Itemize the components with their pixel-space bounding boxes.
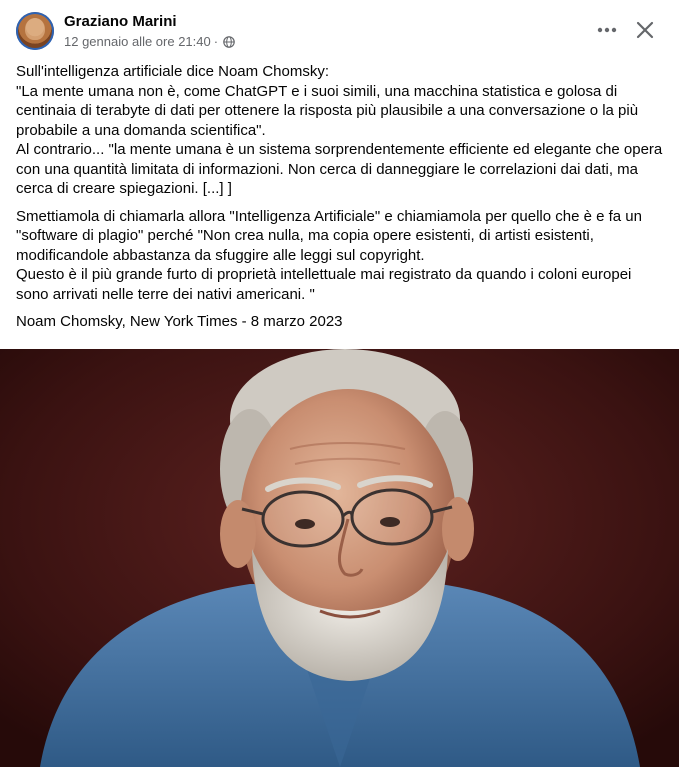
post-paragraph: Sull'intelligenza artificiale dice Noam Chomsky: "La mente umana non è, come ChatGPT e i suoi simili, una macchina statistica e golosa di centinaia di terabyte di dati per ottenere la risposta più plausibile a una conversazione o la più probabile a una domanda scientifica". Al contrario... "la mente umana è un sistema sorprendentemente efficiente ed elegante che opera con una quantità limitata di informazioni. Non cerca di danneggiare le correlazioni dai dati, ma cerca di creare spiegazioni. [...] ] (16, 63, 663, 197)
post-photo[interactable] (0, 349, 679, 767)
author-avatar[interactable] (16, 12, 54, 50)
more-options-icon (597, 27, 617, 33)
close-icon (636, 21, 654, 39)
globe-icon[interactable] (223, 36, 235, 48)
post-header (16, 12, 663, 52)
more-options-button[interactable] (591, 16, 623, 44)
meta-separator: · (213, 34, 219, 49)
post-timestamp[interactable]: 12 gennaio alle ore 21:40 (64, 34, 211, 49)
post-text (16, 62, 666, 340)
post-paragraph: Smettiamola di chiamarla allora "Intelligenza Artificiale" e chiamiamola per quello che è e fa un "software di plagio" perché "Non crea nulla, ma copia opere esistenti, di artisti esistenti, modificandole abbastanza da sfuggire alle leggi sul copyright. Questo è il più grande furto di proprietà intellettuale mai registrato da quando i coloni europei sono arrivati nelle terre dei nativi americani. " (16, 207, 642, 303)
close-button[interactable] (629, 14, 661, 46)
portrait-illustration (0, 349, 679, 767)
post-meta (64, 34, 235, 49)
post-paragraph: Noam Chomsky, New York Times - 8 marzo 2023 (16, 313, 343, 330)
author-name[interactable]: Graziano Marini (64, 13, 177, 30)
